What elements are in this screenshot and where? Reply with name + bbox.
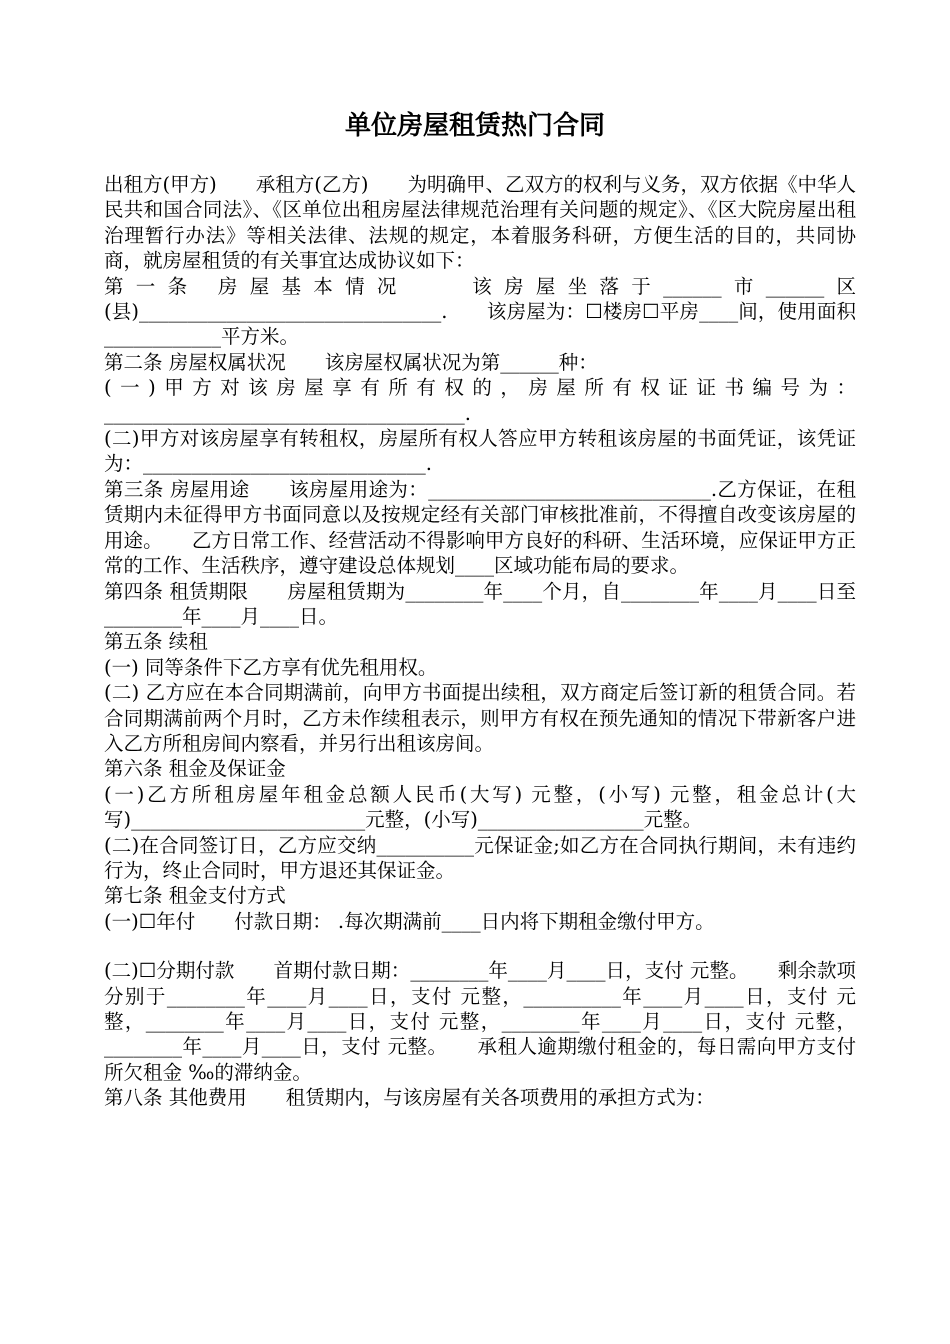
article-2-heading: 第二条 房屋权属状况 该房屋权属状况为第______种： xyxy=(104,350,598,374)
article-7-clause-1: (一)☐年付 付款日期： .每次期满前____日内将下期租金缴付甲方。 xyxy=(104,909,715,933)
article-5-heading: 第五条 续租 xyxy=(104,630,208,654)
article-6-heading: 第六条 租金及保证金 xyxy=(104,757,286,781)
article-1-paragraph: 第一条 房屋基本情况 该房屋坐落于______市______区(县)_______________________________. 该房屋为：☐楼房☐平房____间，使用面积____________平方米。 xyxy=(104,274,856,349)
article-8-paragraph: 第八条 其他费用 租赁期内，与该房屋有关各项费用的承担方式为： xyxy=(104,1086,715,1110)
document-title: 单位房屋租赁热门合同 xyxy=(344,111,605,141)
article-3-paragraph: 第三条 房屋用途 该房屋用途为：_____________________________.乙方保证，在租赁期内未征得甲方书面同意以及按规定经有关部门审核批准前，不得擅自改变该房屋的用途。 乙方日常工作、经营活动不得影响甲方良好的科研、生活环境，应保证甲方正常的工作、生活秩序，遵守建设总体规划____区域功能布局的要求。 xyxy=(104,477,856,578)
article-4-paragraph: 第四条 租赁期限 房屋租赁期为________年____个月，自________年____月____日至________年____月____日。 xyxy=(104,579,856,628)
article-7-heading: 第七条 租金支付方式 xyxy=(104,884,286,908)
document-body xyxy=(104,172,856,1111)
article-5-clause-2: (二) 乙方应在本合同期满前，向甲方书面提出续租，双方商定后签订新的租赁合同。若合同期满前两个月时，乙方未作续租表示，则甲方有权在预先通知的情况下带新客户进入乙方所租房间内察看，并另行出租该房间。 xyxy=(104,681,856,755)
article-6-clause-2: (二)在合同签订日，乙方应交纳__________元保证金;如乙方在合同执行期间，未有违约行为，终止合同时，甲方退还其保证金。 xyxy=(104,833,856,882)
article-6-clause-1: (一)乙方所租房屋年租金总额人民币(大写) 元整，(小写) 元整，租金总计(大写)________________________元整，(小写)_________________元整。 xyxy=(104,782,856,832)
article-5-clause-1: (一) 同等条件下乙方享有优先租用权。 xyxy=(104,655,438,679)
article-7-clause-2: (二)☐分期付款 首期付款日期：________年____月____日，支付 元整。 剩余款项分别于________年____月____日，支付 元整，__________年____月____日，支付 元整，________年____月____日，支付 元整，________年____月____日，支付 元整，________年____月____日，支付 元整。 承租人逾期缴付租金的，每日需向甲方支付所欠租金 ‰的滞纳金。 xyxy=(104,959,856,1084)
article-2-clause-1: (一)甲方对该房屋享有所有权的，房屋所有权证证书编号为：_____________________________________. xyxy=(104,376,856,425)
article-2-clause-2: (二)甲方对该房屋享有转租权，房屋所有权人答应甲方转租该房屋的书面凭证，该凭证为：_____________________________. xyxy=(104,427,856,476)
preamble-paragraph: 出租方(甲方) 承租方(乙方) 为明确甲、乙双方的权利与义务，双方依据《中华人民共和国合同法》、《区单位出租房屋法律规范治理有关问题的规定》、《区大院房屋出租治理暂行办法》等相关法律、法规的规定，本着服务科研，方便生活的目的，共同协商，就房屋租赁的有关事宜达成协议如下： xyxy=(104,173,856,273)
